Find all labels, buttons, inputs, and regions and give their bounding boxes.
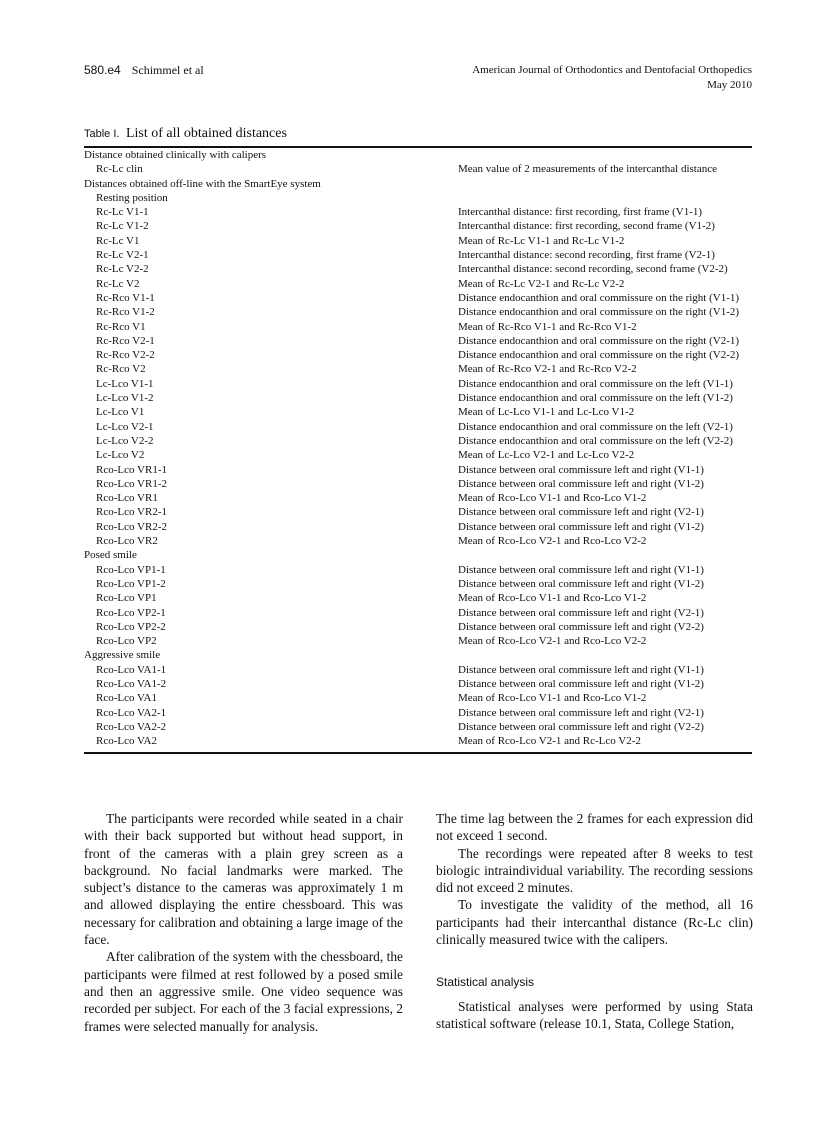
table-row — [84, 677, 752, 691]
distance-name: Rc-Lc V2 — [96, 277, 140, 290]
paragraph: Statistical analyses were performed by using Stata statistical software (release 10.1, Stata, College Station, — [436, 998, 753, 1031]
distance-description: Intercanthal distance: second recording, first frame (V2-1) — [458, 249, 715, 262]
distance-name: Rc-Lc clin — [96, 163, 143, 176]
table-row — [84, 520, 752, 534]
distance-name: Lc-Lco V2-2 — [96, 434, 154, 447]
table-row — [84, 563, 752, 577]
distance-name: Rco-Lco VA2-2 — [96, 720, 167, 733]
issue-date: May 2010 — [707, 79, 752, 91]
table-row — [84, 391, 752, 405]
distance-name: Rco-Lco VA2-1 — [96, 706, 167, 719]
distance-name: Rco-Lco VR2-1 — [96, 506, 167, 519]
distance-description: Mean of Rc-Rco V2-1 and Rc-Rco V2-2 — [458, 363, 637, 376]
table-row — [84, 505, 752, 519]
distance-description: Mean of Rc-Lc V1-1 and Rc-Lc V1-2 — [458, 234, 625, 247]
distance-name: Rco-Lco VP2-2 — [96, 620, 166, 633]
section-heading: Statistical analysis — [436, 975, 535, 990]
distance-name: Resting position — [96, 191, 168, 204]
body-column-right — [436, 810, 753, 1032]
paragraph: After calibration of the system with the chessboard, the participants were filmed at rest followed by a posed smile and then an aggressive smile. One video sequence was recorded per subject. For each of the 3 facial expressions, 2 frames were selected manually for analysis. — [84, 949, 403, 1034]
distance-description: Distance endocanthion and oral commissure on the right (V2-2) — [458, 349, 740, 362]
distance-name: Rco-Lco VR2-2 — [96, 520, 167, 533]
distance-description: Distance between oral commissure left and right (V2-2) — [458, 620, 704, 633]
distance-name: Posed smile — [84, 549, 137, 562]
table-row — [84, 291, 752, 305]
table-row — [84, 205, 752, 219]
distance-name: Rco-Lco VA2 — [96, 735, 158, 748]
table-row — [84, 334, 752, 348]
distance-name: Rc-Rco V1-2 — [96, 306, 155, 319]
distance-description: Mean of Lc-Lco V2-1 and Lc-Lco V2-2 — [458, 449, 635, 462]
distance-name: Lc-Lco V2-1 — [96, 420, 154, 433]
distance-name: Distance obtained clinically with calipers — [84, 149, 267, 161]
running-header-left — [84, 63, 204, 78]
distance-description: Distance between oral commissure left and right (V1-2) — [458, 577, 704, 590]
distance-name: Rc-Rco V2-2 — [96, 349, 155, 362]
distance-description: Distance between oral commissure left and right (V2-1) — [458, 506, 704, 519]
table-row — [84, 591, 752, 605]
distance-description: Mean of Rco-Lco V1-1 and Rco-Lco V1-2 — [458, 492, 647, 505]
distance-name: Rc-Rco V1-1 — [96, 291, 155, 304]
distance-name: Rc-Rco V2-1 — [96, 334, 155, 347]
table-row — [84, 648, 752, 662]
table-row — [84, 277, 752, 291]
table-row — [84, 234, 752, 248]
distance-name: Rco-Lco VR2 — [96, 535, 158, 548]
distance-name: Rco-Lco VA1-1 — [96, 663, 167, 676]
running-header-right — [472, 63, 752, 93]
table-row — [84, 720, 752, 734]
distance-name: Aggressive smile — [84, 649, 161, 662]
distance-description: Intercanthal distance: first recording, first frame (V1-1) — [458, 206, 703, 219]
table-row — [84, 177, 752, 191]
table-row — [84, 305, 752, 319]
distance-name: Rc-Lc V1-1 — [96, 206, 149, 219]
table-row — [84, 534, 752, 548]
distance-description: Intercanthal distance: first recording, second frame (V1-2) — [458, 220, 715, 233]
distance-description: Mean of Rco-Lco V2-1 and Rc-Lco V2-2 — [458, 735, 641, 748]
distance-name: Rco-Lco VA1 — [96, 692, 158, 705]
table-row — [84, 434, 752, 448]
distance-description: Distance endocanthion and oral commissure on the left (V1-1) — [458, 377, 733, 390]
distance-name: Lc-Lco V1-1 — [96, 377, 154, 390]
journal-name: American Journal of Orthodontics and Dentofacial Orthopedics — [472, 64, 752, 76]
table-row — [84, 577, 752, 591]
table-row — [84, 191, 752, 205]
distance-description: Distance between oral commissure left and right (V1-2) — [458, 520, 704, 533]
table-row — [84, 420, 752, 434]
distance-description: Mean of Lc-Lco V1-1 and Lc-Lco V1-2 — [458, 406, 635, 419]
distance-description: Distance between oral commissure left and right (V2-2) — [458, 720, 704, 733]
table-title: List of all obtained distances — [125, 126, 287, 141]
table-row — [84, 362, 752, 376]
distance-name: Rco-Lco VR1-1 — [96, 463, 167, 476]
distance-description: Mean of Rc-Rco V1-1 and Rc-Rco V1-2 — [458, 320, 637, 333]
distance-name: Rc-Rco V1 — [96, 320, 146, 333]
distance-description: Distance between oral commissure left and right (V2-1) — [458, 706, 704, 719]
distance-name: Rc-Lc V2-1 — [96, 249, 149, 262]
distance-name: Lc-Lco V1 — [96, 406, 145, 419]
paragraph: To investigate the validity of the method, all 16 participants had their intercanthal distance (Rc-Lc clin) clinically measured twice with the calipers. — [436, 897, 753, 948]
distance-description: Distance endocanthion and oral commissure on the right (V1-2) — [458, 306, 740, 319]
distance-description: Distance between oral commissure left and right (V1-1) — [458, 563, 704, 576]
distance-description: Mean of Rco-Lco V2-1 and Rco-Lco V2-2 — [458, 635, 647, 648]
table-row — [84, 620, 752, 634]
distance-description: Mean of Rco-Lco V1-1 and Rco-Lco V1-2 — [458, 692, 647, 705]
distance-description: Distance endocanthion and oral commissure on the left (V2-1) — [458, 420, 733, 433]
table-row — [84, 348, 752, 362]
table-row — [84, 548, 752, 562]
table-row — [84, 448, 752, 462]
table-row — [84, 706, 752, 720]
distance-description: Mean of Rc-Lc V2-1 and Rc-Lc V2-2 — [458, 277, 625, 290]
distance-name: Rco-Lco VP2-1 — [96, 606, 166, 619]
table-row — [84, 606, 752, 620]
table-row — [84, 477, 752, 491]
table-row — [84, 377, 752, 391]
distance-name: Rco-Lco VA1-2 — [96, 677, 167, 690]
distance-description: Distance endocanthion and oral commissure on the left (V2-2) — [458, 434, 733, 447]
distance-name: Rc-Lc V1-2 — [96, 220, 149, 233]
table-row — [84, 491, 752, 505]
distance-description: Intercanthal distance: second recording, second frame (V2-2) — [458, 263, 728, 276]
distance-name: Rco-Lco VR1 — [96, 492, 158, 505]
paragraph: The participants were recorded while seated in a chair with their back supported but without head support, in front of the cameras with a plain grey screen as a background. No facial landmarks were marked. The subject’s distance to the cameras was approximately 1 m and allowed displaying the entire chessboard. This was necessary for calibration and obtaining a large image of the face. — [84, 811, 403, 948]
distance-description: Distance endocanthion and oral commissure on the left (V1-2) — [458, 392, 733, 405]
distance-description: Mean value of 2 measurements of the intercanthal distance — [458, 163, 718, 176]
distance-name: Rc-Rco V2 — [96, 363, 146, 376]
table-row — [84, 663, 752, 677]
distance-name: Rco-Lco VP1-1 — [96, 563, 166, 576]
table-bottom-rule — [84, 752, 752, 754]
distance-name: Rco-Lco VP1-2 — [96, 577, 166, 590]
table-row — [84, 691, 752, 705]
table-row — [84, 405, 752, 419]
paragraph: The time lag between the 2 frames for each expression did not exceed 1 second. — [436, 811, 753, 844]
body-column-left — [84, 810, 403, 1035]
page-number: 580.e4 — [84, 63, 121, 77]
distance-name: Rco-Lco VP1 — [96, 592, 157, 605]
table-row — [84, 162, 752, 176]
distance-description: Distance endocanthion and oral commissure on the right (V1-1) — [458, 291, 740, 304]
distance-description: Distance between oral commissure left and right (V1-2) — [458, 677, 704, 690]
distance-description: Distance between oral commissure left and right (V1-1) — [458, 663, 704, 676]
authors: Schimmel et al — [131, 63, 204, 77]
table-row — [84, 734, 752, 748]
table-row — [84, 634, 752, 648]
distances-table — [84, 148, 752, 748]
table-label: Table I. — [84, 128, 120, 140]
distance-description: Mean of Rco-Lco V1-1 and Rco-Lco V1-2 — [458, 592, 647, 605]
table-row — [84, 320, 752, 334]
table-row — [84, 262, 752, 276]
paragraph: The recordings were repeated after 8 weeks to test biologic intraindividual variability. The recording sessions did not exceed 2 minutes. — [436, 845, 753, 896]
distance-description: Distance between oral commissure left and right (V1-2) — [458, 477, 704, 490]
distance-name: Distances obtained off-line with the SmartEye system — [84, 177, 321, 190]
distance-description: Distance between oral commissure left and right (V2-1) — [458, 606, 704, 619]
table-row — [84, 148, 752, 162]
table-row — [84, 463, 752, 477]
distance-description: Distance between oral commissure left and right (V1-1) — [458, 463, 704, 476]
table-caption — [84, 126, 287, 142]
distance-description: Distance endocanthion and oral commissure on the right (V2-1) — [458, 334, 740, 347]
distance-name: Rco-Lco VR1-2 — [96, 477, 167, 490]
distance-name: Rc-Lc V2-2 — [96, 263, 149, 276]
distance-name: Lc-Lco V1-2 — [96, 392, 154, 405]
distance-name: Rc-Lc V1 — [96, 234, 140, 247]
distance-name: Lc-Lco V2 — [96, 449, 145, 462]
distance-description: Mean of Rco-Lco V2-1 and Rco-Lco V2-2 — [458, 535, 647, 548]
table-row — [84, 219, 752, 233]
table-row — [84, 248, 752, 262]
distance-name: Rco-Lco VP2 — [96, 635, 157, 648]
